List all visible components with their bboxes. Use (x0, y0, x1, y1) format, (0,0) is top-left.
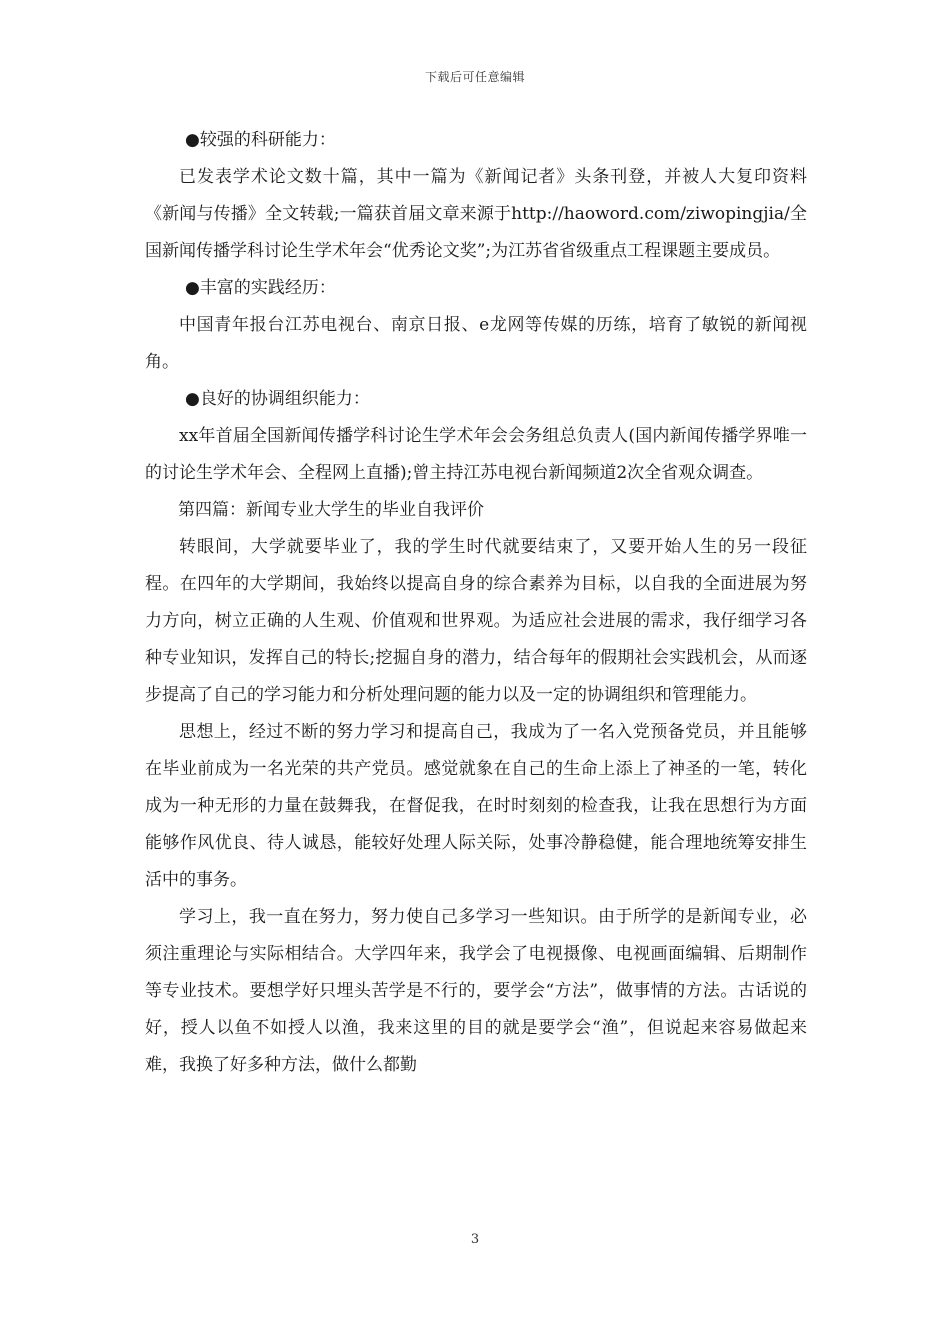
header-note: 下载后可任意编辑 (424, 70, 525, 84)
bullet-heading-practice: ●丰富的实践经历： (185, 278, 336, 298)
document-body (145, 122, 807, 1084)
paragraph-intro: 转眼间，大学就要毕业了，我的学生时代就要结束了，又要开始人生的另一段征程。在四年的大学期间，我始终以提高自身的综合素养为目标，以自我的全面进展为努力方向，树立正确的人生观、价值观和世界观。为适应社会进展的需求，我仔细学习各种专业知识，发挥自己的特长;挖掘自身的潜力，结合每年的假期社会实践机会，从而逐步提高了自己的学习能力和分析处理问题的能力以及一定的协调组织和管理能力。 (145, 537, 807, 705)
bullet-heading-research: ●较强的科研能力： (185, 130, 336, 150)
section-title: 第四篇：新闻专业大学生的毕业自我评价 (178, 500, 484, 520)
paragraph-research: 已发表学术论文数十篇，其中一篇为《新闻记者》头条刊登，并被人大复印资料《新闻与传播》全文转载;一篇获首届文章来源于http://haoword.com/ziwopingjia/全国新闻传播学科讨论生学术年会“优秀论文奖”;为江苏省省级重点工程课题主要成员。 (145, 167, 807, 261)
paragraph-organization: xx年首届全国新闻传播学科讨论生学术年会会务组总负责人(国内新闻传播学界唯一的讨论生学术年会、全程网上直播);曾主持江苏电视台新闻频道2次全省观众调查。 (145, 426, 807, 483)
paragraph-practice: 中国青年报台江苏电视台、南京日报、e龙网等传媒的历练，培育了敏锐的新闻视角。 (145, 315, 807, 372)
bullet-heading-organization: ●良好的协调组织能力： (185, 389, 370, 409)
paragraph-study: 学习上，我一直在努力，努力使自己多学习一些知识。由于所学的是新闻专业，必须注重理论与实际相结合。大学四年来，我学会了电视摄像、电视画面编辑、后期制作等专业技术。要想学好只埋头苦学是不行的，要学会“方法”，做事情的方法。古话说的好，授人以鱼不如授人以渔，我来这里的目的就是要学会“渔”，但说起来容易做起来难，我换了好多种方法，做什么都勤 (145, 907, 807, 1075)
page-number: 3 (470, 1232, 480, 1247)
paragraph-thought: 思想上，经过不断的努力学习和提高自己，我成为了一名入党预备党员，并且能够在毕业前成为一名光荣的共产党员。感觉就象在自己的生命上添上了神圣的一笔，转化成为一种无形的力量在鼓舞我，在督促我，在时时刻刻的检查我，让我在思想行为方面能够作风优良、待人诚恳，能较好处理人际关际，处事冷静稳健，能合理地统筹安排生活中的事务。 (145, 722, 807, 890)
